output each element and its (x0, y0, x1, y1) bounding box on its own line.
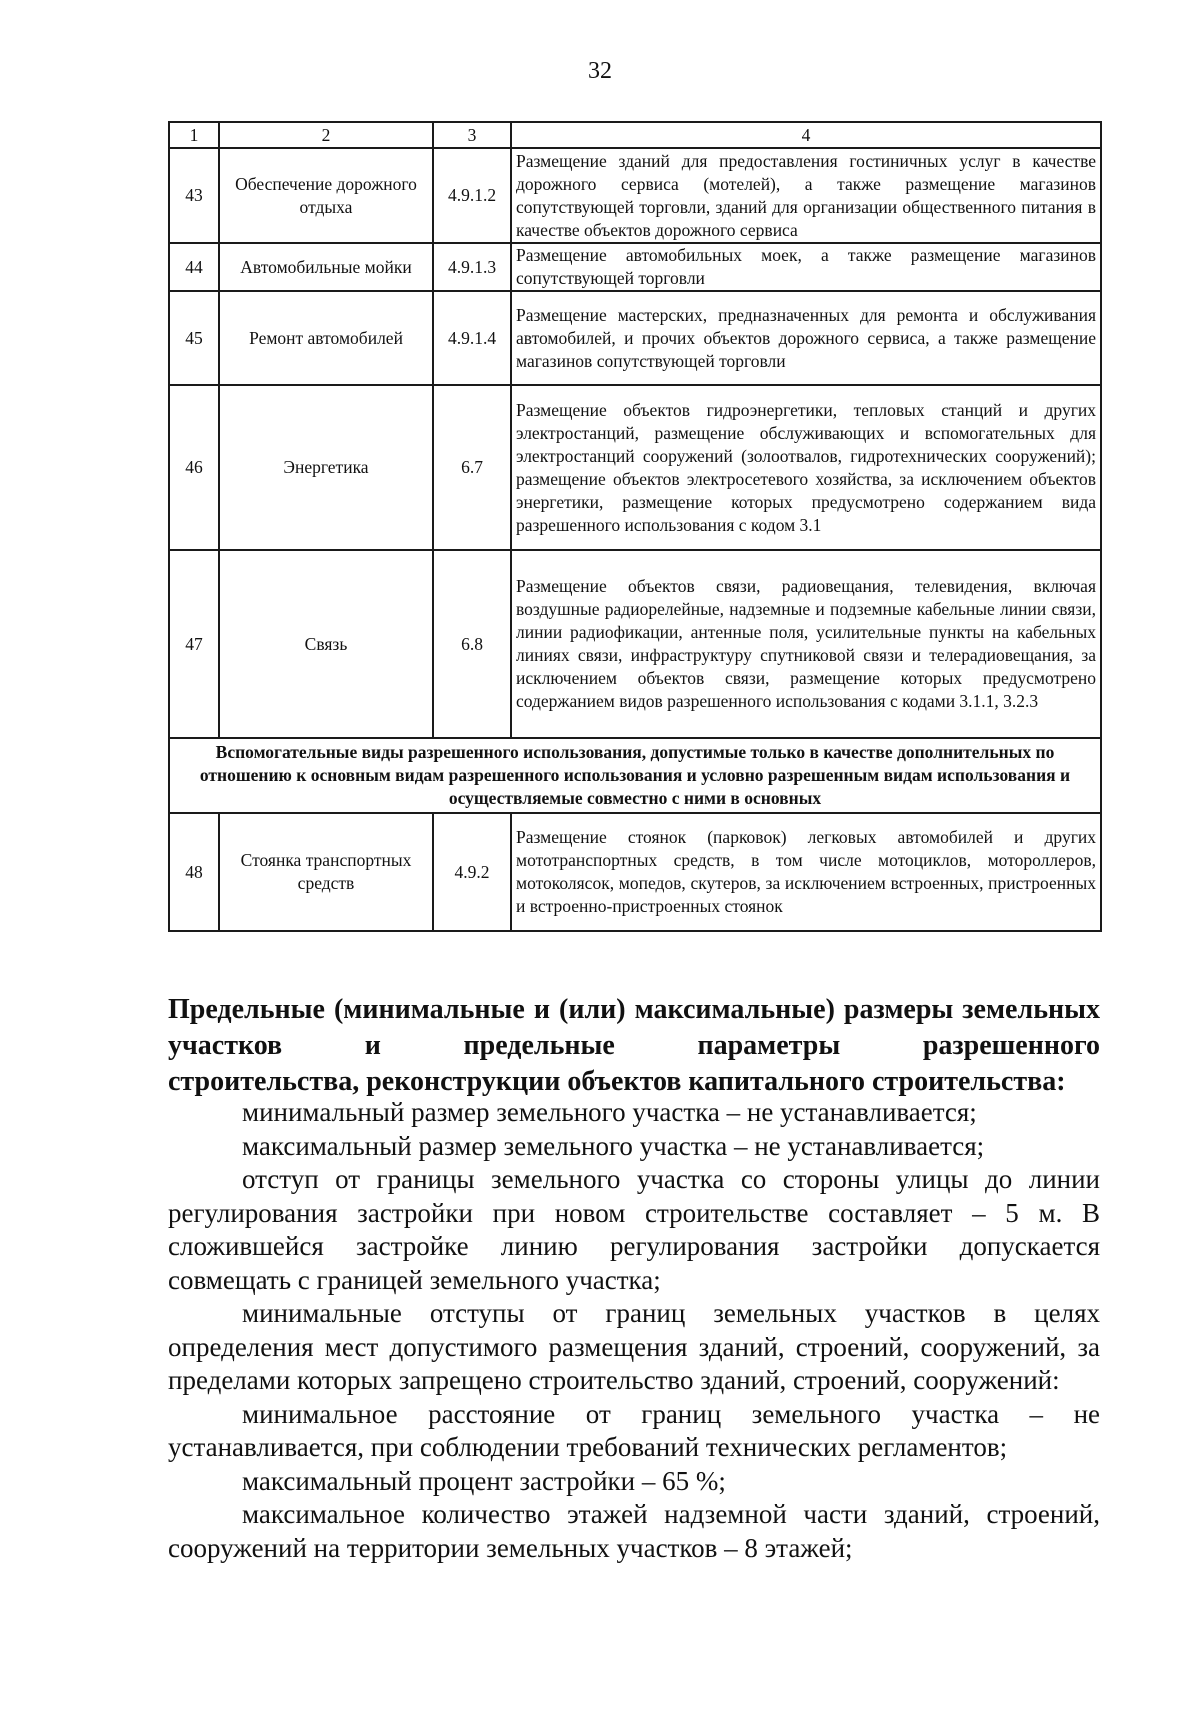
table-row (169, 550, 1101, 738)
use-name: Стоянка транспортных средств (219, 813, 433, 931)
use-name: Обеспечение дорожного отдыха (219, 148, 433, 243)
use-code: 4.9.1.2 (433, 148, 511, 243)
use-description: Размещение зданий для предоставления гостиничных услуг в качестве дорожного сервиса (мотелей), а также размещение магазинов сопутствующей торговли, зданий для организации общественного питания в качестве объектов дорожного сервиса (511, 148, 1101, 243)
use-code: 6.7 (433, 385, 511, 550)
row-number: 46 (169, 385, 219, 550)
use-description: Размещение мастерских, предназначенных для ремонта и обслуживания автомобилей, и прочих объектов дорожного сервиса, а также размещение магазинов сопутствующей торговли (511, 291, 1101, 385)
use-code: 6.8 (433, 550, 511, 738)
paragraph: минимальное расстояние от границ земельного участка – не устанавливается, при соблюдении требований технических регламентов; (168, 1398, 1100, 1462)
body-text (168, 1096, 1100, 1565)
paragraph: отступ от границы земельного участка со стороны улицы до линии регулирования застройки при новом строительстве составляет – 5 м. В сложившейся застройке линию регулирования застройки допускается совмещать с границей земельного участка; (168, 1164, 1100, 1295)
use-description: Размещение объектов связи, радиовещания, телевидения, включая воздушные радиорелейные, надземные и подземные кабельные линии связи, линии радиофикации, антенные поля, усилительные пункты на кабельных линиях связи, инфраструктуру спутниковой связи и телерадиовещания, за исключением объектов связи, размещение которых предусмотрено содержанием видов разрешенного использования с кодами 3.1.1, 3.2.3 (511, 550, 1101, 738)
table-row (169, 813, 1101, 931)
use-name: Связь (219, 550, 433, 738)
section-row (169, 738, 1101, 813)
row-number: 44 (169, 243, 219, 291)
table-row (169, 243, 1101, 291)
paragraph: минимальные отступы от границ земельных участков в целях определения мест допустимого размещения зданий, строений, сооружений, за пределами которых запрещено строительство зданий, строений, сооружений: (168, 1298, 1100, 1395)
table-row (169, 148, 1101, 243)
table-row (169, 385, 1101, 550)
row-number: 45 (169, 291, 219, 385)
paragraph: максимальный размер земельного участка – не устанавливается; (242, 1130, 985, 1161)
column-header: 1 (169, 122, 219, 148)
section-heading (168, 992, 1100, 1100)
use-name: Автомобильные мойки (219, 243, 433, 291)
section-title: Вспомогательные виды разрешенного использования, допустимые только в качестве дополнительных по отношению к основным видам разрешенного использования и условно разрешенным видам использования и осуществляемые совместно с ними в основных (169, 738, 1101, 813)
column-header: 4 (511, 122, 1101, 148)
heading-line: строительства, реконструкции объектов капитального строительства: (168, 1066, 1066, 1097)
page-number: 32 (588, 58, 612, 84)
use-description: Размещение объектов гидроэнергетики, тепловых станций и других электростанций, размещение обслуживающих и вспомогательных для электростанций сооружений (золоотвалов, гидротехнических сооружений); размещение объектов электросетевого хозяйства, за исключением объектов энергетики, размещение которых предусмотрено содержанием вида разрешенного использования с кодом 3.1 (511, 385, 1101, 550)
use-name: Ремонт автомобилей (219, 291, 433, 385)
column-header: 2 (219, 122, 433, 148)
use-code: 4.9.1.3 (433, 243, 511, 291)
permitted-use-table (168, 121, 1102, 932)
use-description: Размещение стоянок (парковок) легковых автомобилей и других мототранспортных средств, в том числе мотоциклов, мотороллеров, мотоколясок, мопедов, скутеров, за исключением встроенных, пристроенных и встроенно-пристроенных стоянок (511, 813, 1101, 931)
heading-line: Предельные (минимальные и (или) максимальные) размеры земельных участков и предельные параметры разрешенного (168, 994, 1100, 1061)
row-number: 43 (169, 148, 219, 243)
table-row (169, 291, 1101, 385)
paragraph: минимальный размер земельного участка – не устанавливается; (242, 1097, 977, 1127)
use-description: Размещение автомобильных моек, а также размещение магазинов сопутствующей торговли (511, 243, 1101, 291)
use-code: 4.9.2 (433, 813, 511, 931)
use-code: 4.9.1.4 (433, 291, 511, 385)
row-number: 48 (169, 813, 219, 931)
table-header-row (169, 122, 1101, 148)
row-number: 47 (169, 550, 219, 738)
paragraph: максимальный процент застройки – 65 %; (242, 1465, 726, 1496)
column-header: 3 (433, 122, 511, 148)
paragraph: максимальное количество этажей надземной части зданий, строений, сооружений на территории земельных участков – 8 этажей; (168, 1499, 1100, 1563)
use-name: Энергетика (219, 385, 433, 550)
